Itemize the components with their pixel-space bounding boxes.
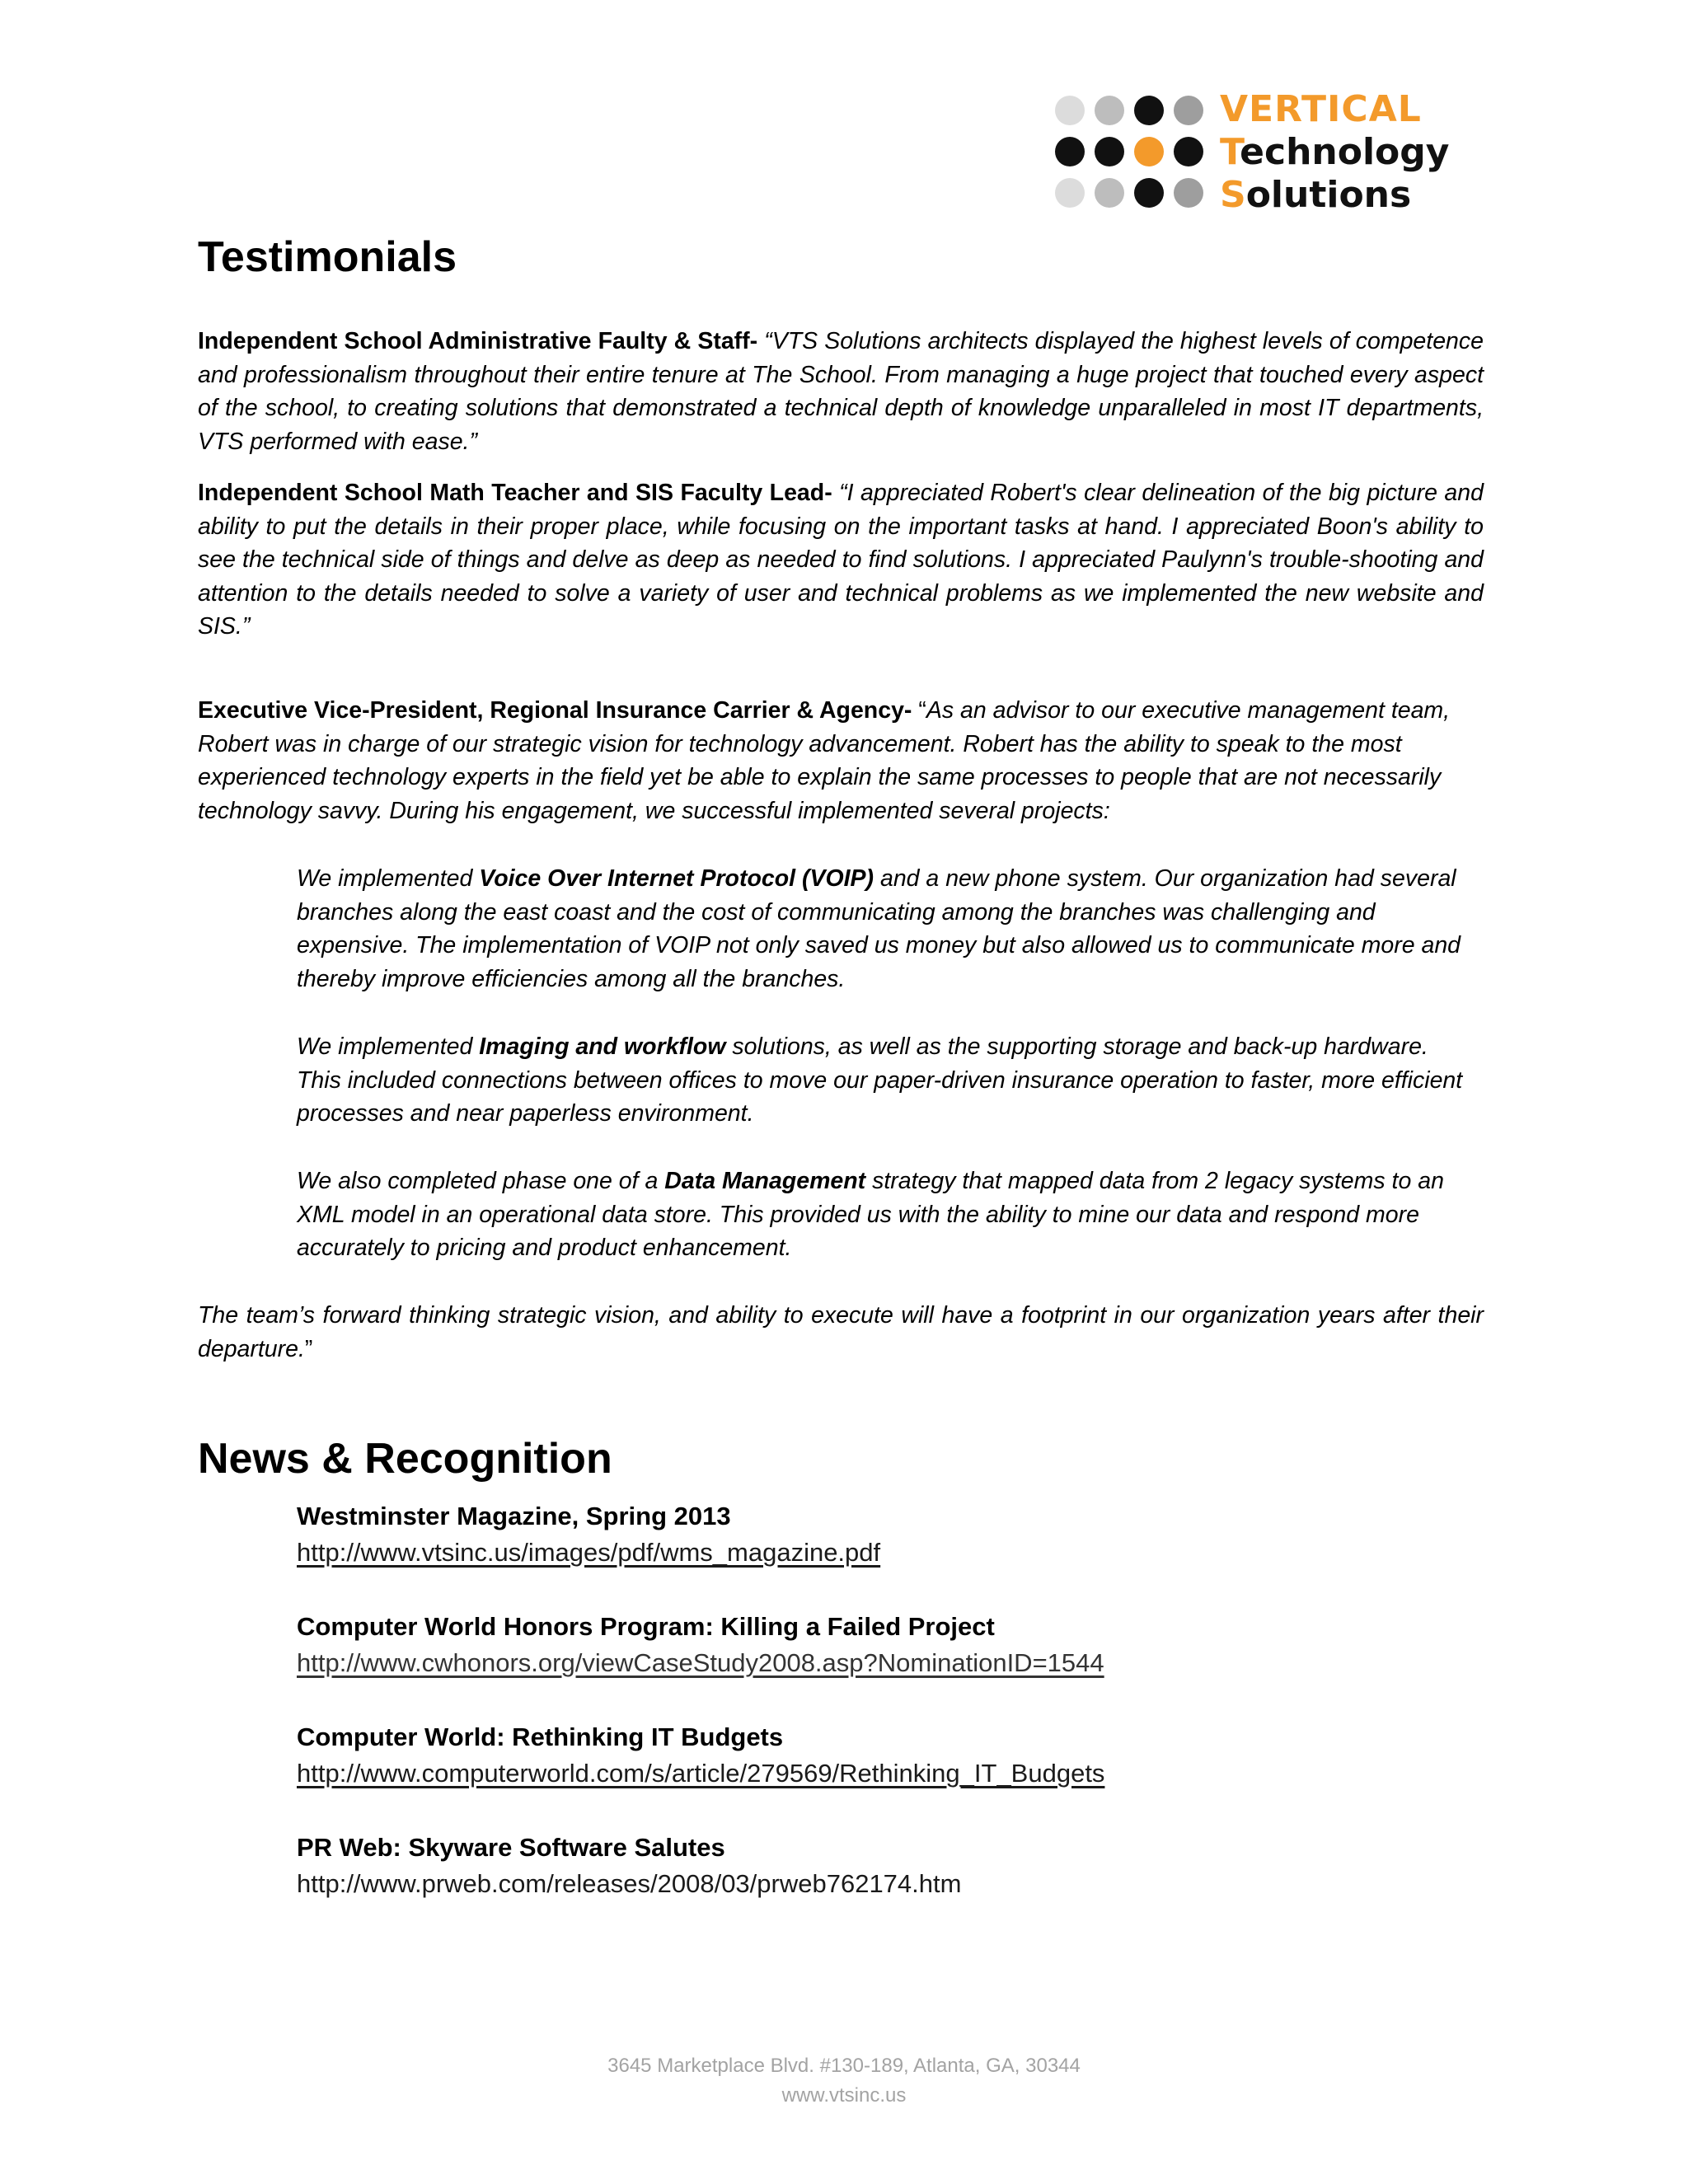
news-title: Westminster Magazine, Spring 2013 — [297, 1502, 731, 1530]
testimonial-2 — [198, 476, 1484, 644]
project-name: Data Management — [664, 1168, 866, 1194]
logo-dot — [1134, 178, 1164, 208]
project-intro: We implemented — [297, 1033, 480, 1060]
news-item — [297, 1609, 1467, 1681]
logo-dot — [1174, 137, 1203, 166]
testimonial-author: Executive Vice-President, Regional Insurance Carrier & Agency- — [198, 697, 912, 724]
news-link[interactable]: http://www.cwhonors.org/viewCaseStudy2008.asp?NominationID=1544 — [297, 1648, 1104, 1677]
testimonial-author: Independent School Math Teacher and SIS Faculty Lead- — [198, 480, 832, 506]
project-intro: We implemented — [297, 865, 480, 892]
testimonial-3 — [198, 694, 1484, 827]
news-title: PR Web: Skyware Software Salutes — [297, 1833, 725, 1862]
project-description: solutions, as well as the supporting storage and back-up hardware. This included connections between offices to move our paper-driven insurance operation to faster, more efficient processes and near paperless environment. — [297, 1033, 1463, 1127]
testimonial-1 — [198, 325, 1484, 458]
project-description: strategy that mapped data from 2 legacy systems to an XML model in an operational data store. This provided us with the ability to mine our data and respond more accurately to pricing and product enhancement. — [297, 1168, 1444, 1261]
logo-dot — [1095, 96, 1124, 125]
project-name: Voice Over Internet Protocol (VOIP) — [479, 865, 874, 892]
logo-word-technology — [1220, 132, 1449, 173]
logo-letter-t: T — [1220, 131, 1240, 173]
logo-word-rest: echnology — [1240, 131, 1450, 173]
news-title: Computer World: Rethinking IT Budgets — [297, 1722, 784, 1751]
logo-dot — [1095, 137, 1124, 166]
logo-word-vertical: VERTICAL — [1220, 88, 1422, 130]
testimonial-quote: “VTS Solutions architects displayed the highest levels of competence and professionalism throughout their entire tenure at The School. From managing a huge project that touched every aspect of the school, to creating solutions that demonstrated a technical depth of knowledge unparalleled in most IT departments, VTS performed with ease.” — [198, 328, 1484, 455]
logo-dot-grid — [1055, 91, 1220, 214]
news-item — [297, 1498, 1467, 1571]
footer-website: www.vtsinc.us — [781, 2084, 907, 2107]
news-link[interactable]: http://www.computerworld.com/s/article/279569/Rethinking_IT_Budgets — [297, 1759, 1105, 1788]
logo-dot — [1174, 96, 1203, 125]
testimonial-author: Independent School Administrative Faulty & Staff- — [198, 328, 758, 354]
news-item — [297, 1830, 1467, 1902]
project-data-management — [297, 1165, 1467, 1265]
project-intro: We also completed phase one of a — [297, 1168, 665, 1194]
testimonial-quote: As an advisor to our executive management team, Robert was in charge of our strategic vision for technology advancement. Robert has the ability to speak to the most experienced technology experts in the field yet be able to explain the same processes to people that are not necessarily technology savvy. During his engagement, we successful implemented several projects: — [198, 697, 1451, 824]
close-quote-mark: ” — [304, 1335, 313, 1362]
logo-word-solutions — [1220, 175, 1411, 216]
logo-dot — [1055, 178, 1085, 208]
logo-dot — [1134, 96, 1164, 125]
footer-address: 3645 Marketplace Blvd. #130-189, Atlanta, GA, 30344 — [607, 2055, 1081, 2077]
project-name: Imaging and workflow — [479, 1033, 726, 1060]
logo-dot — [1095, 178, 1124, 208]
logo-wordmark — [1220, 88, 1484, 216]
testimonials-heading: Testimonials — [198, 233, 457, 281]
logo-dot — [1174, 178, 1203, 208]
news-item — [297, 1719, 1467, 1792]
project-imaging — [297, 1030, 1467, 1131]
logo-dot — [1134, 137, 1164, 166]
testimonial-quote: “I appreciated Robert's clear delineation of the big picture and ability to put the details in their proper place, while focusing on the important tasks at hand. I appreciated Boon's ability to see the technical side of things and delve as deep as needed to find solutions. I appreciated Paulynn's trouble-shooting and attention to the details needed to solve a variety of user and technical problems as we implemented the new website and SIS.” — [198, 480, 1484, 640]
logo-letter-s: S — [1220, 174, 1246, 216]
logo-dot — [1055, 137, 1085, 166]
project-voip — [297, 862, 1467, 996]
company-logo — [1055, 88, 1484, 216]
logo-word-rest: olutions — [1245, 174, 1412, 216]
testimonial-closing — [198, 1299, 1484, 1366]
news-title: Computer World Honors Program: Killing a Failed Project — [297, 1612, 995, 1641]
news-link[interactable]: http://www.vtsinc.us/images/pdf/wms_magazine.pdf — [297, 1538, 881, 1567]
news-heading: News & Recognition — [198, 1435, 612, 1483]
project-description: and a new phone system. Our organization had several branches along the east coast and the cost of communicating among the branches was challenging and expensive. The implementation of VOIP not only saved us money but also allowed us to communicate more and thereby improve efficiencies among all the branches. — [297, 865, 1461, 992]
news-url-text: http://www.prweb.com/releases/2008/03/prweb762174.htm — [297, 1869, 962, 1898]
open-quote-mark: “ — [912, 697, 926, 724]
closing-text: The team’s forward thinking strategic vision, and ability to execute will have a footprint in our organization years after their departure. — [198, 1302, 1484, 1362]
logo-dot — [1055, 96, 1085, 125]
